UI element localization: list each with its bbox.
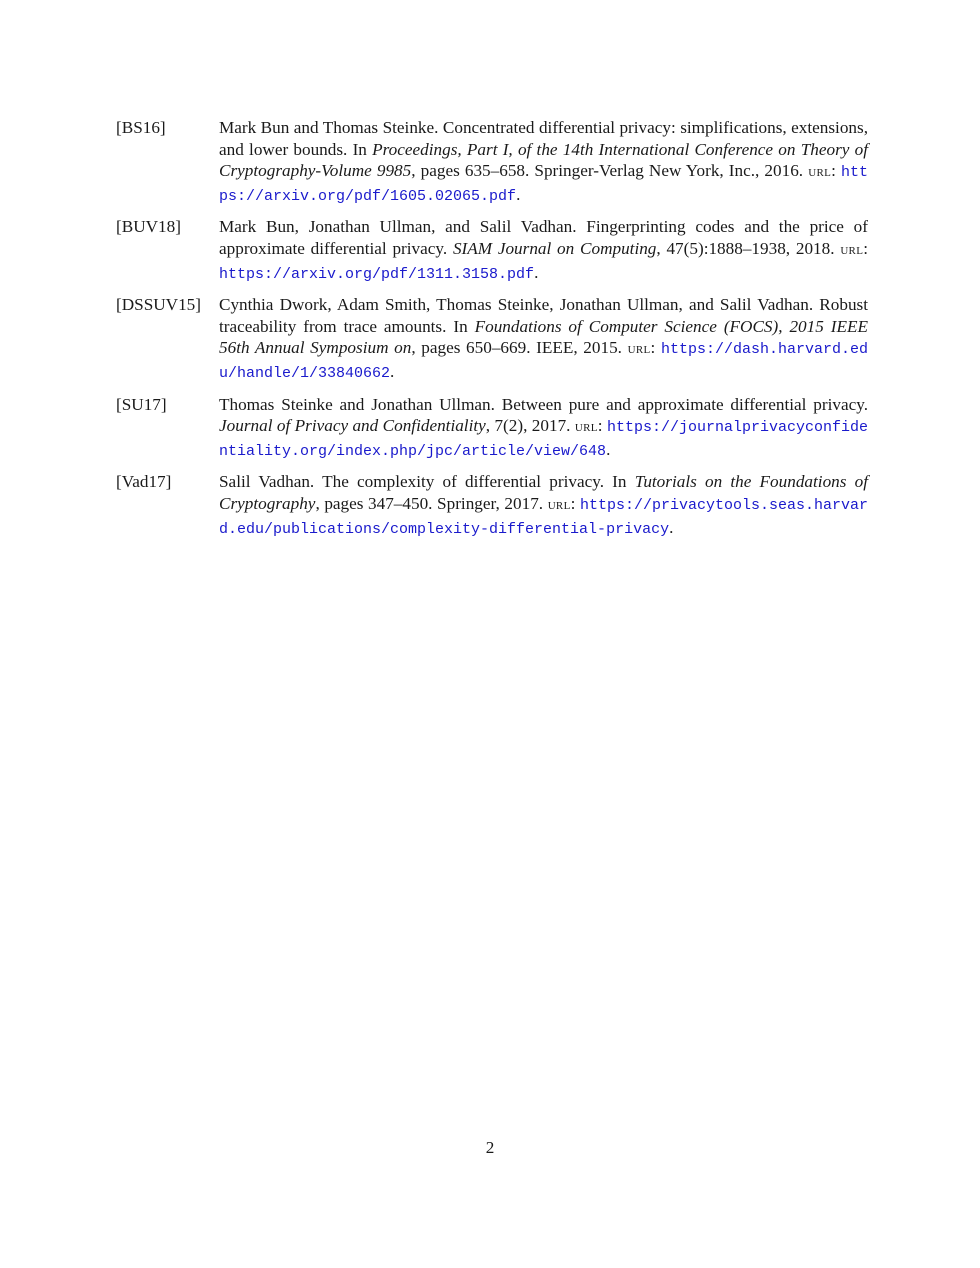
reference-key: [SU17] [116,394,167,414]
reference-text [219,394,868,463]
reference-venue: Foundations of Computer Science (FOCS), 2015 IEEE 56th Annual Symposium on [219,316,868,358]
reference-details: , 7(2), 2017. [485,416,575,436]
reference-venue: Journal of Privacy and Confidentiality [219,416,486,436]
reference-text [219,117,868,207]
url-separator: : [831,161,841,181]
reference-authors-title: Mark Bun and Thomas Steinke. Concentrated differential privacy: simplifications, extensions, and lower bounds. In [219,118,868,159]
reference-key: [Vad17] [116,472,172,492]
reference-authors-title: Cynthia Dwork, Adam Smith, Thomas Steinke, Jonathan Ullman, and Salil Vadhan. Robust traceability from trace amounts. In [219,295,868,336]
reference-details: , pages 650–669. IEEE, 2015. [411,338,628,358]
reference-entry [116,216,868,285]
url-label: url [574,419,598,436]
url-label: url [808,164,832,181]
url-label: url [547,496,571,513]
page-number: 2 [485,1138,495,1157]
url-period: . [516,184,521,204]
url-label: url [840,241,864,258]
reference-url-link[interactable]: https://journalprivacyconfidentiality.org/index.php/jpc/article/view/648 [219,419,868,460]
reference-authors-title: Salil Vadhan. The complexity of differential privacy. In [219,472,635,492]
url-period: . [606,439,611,459]
reference-details: , pages 347–450. Springer, 2017. [315,493,548,513]
reference-text [219,216,868,285]
reference-key: [BS16] [116,118,166,137]
url-separator: : [863,238,868,258]
reference-key: [BUV18] [116,217,181,237]
reference-entry [116,117,868,207]
reference-key: [DSSUV15] [116,295,201,315]
url-period: . [534,262,539,282]
reference-details: , pages 635–658. Springer-Verlag New York, Inc., 2016. [411,161,809,181]
url-label: url [627,341,651,358]
bibliography [116,117,868,549]
reference-entry [116,394,868,463]
reference-venue: Tutorials on the Foundations of Cryptography [219,472,869,513]
reference-authors-title: Mark Bun, Jonathan Ullman, and Salil Vadhan. Fingerprinting codes and the price of approximate differential privacy. [219,217,868,258]
reference-text [219,471,868,540]
reference-text [219,294,868,384]
url-period: . [390,361,395,381]
url-period: . [669,517,674,537]
reference-url-link[interactable]: https://privacytools.seas.harvard.edu/publications/complexity-differential-privacy [219,496,868,538]
url-separator: : [650,338,661,358]
reference-url-link[interactable]: https://dash.harvard.edu/handle/1/33840662 [219,341,868,382]
reference-venue: Proceedings, Part I, of the 14th International Conference on Theory of Cryptography-Volume 9985 [219,139,868,181]
reference-url-link[interactable]: https://arxiv.org/pdf/1605.02065.pdf [219,164,868,205]
reference-url-link[interactable]: https://arxiv.org/pdf/1311.3158.pdf [219,265,535,283]
url-separator: : [597,416,607,436]
reference-details: , 47(5):1888–1938, 2018. [656,238,841,258]
reference-authors-title: Thomas Steinke and Jonathan Ullman. Between pure and approximate differential privacy. [219,394,868,414]
reference-entry [116,294,868,384]
reference-entry [116,471,868,540]
reference-venue: SIAM Journal on Computing [452,238,657,258]
url-separator: : [570,493,580,513]
